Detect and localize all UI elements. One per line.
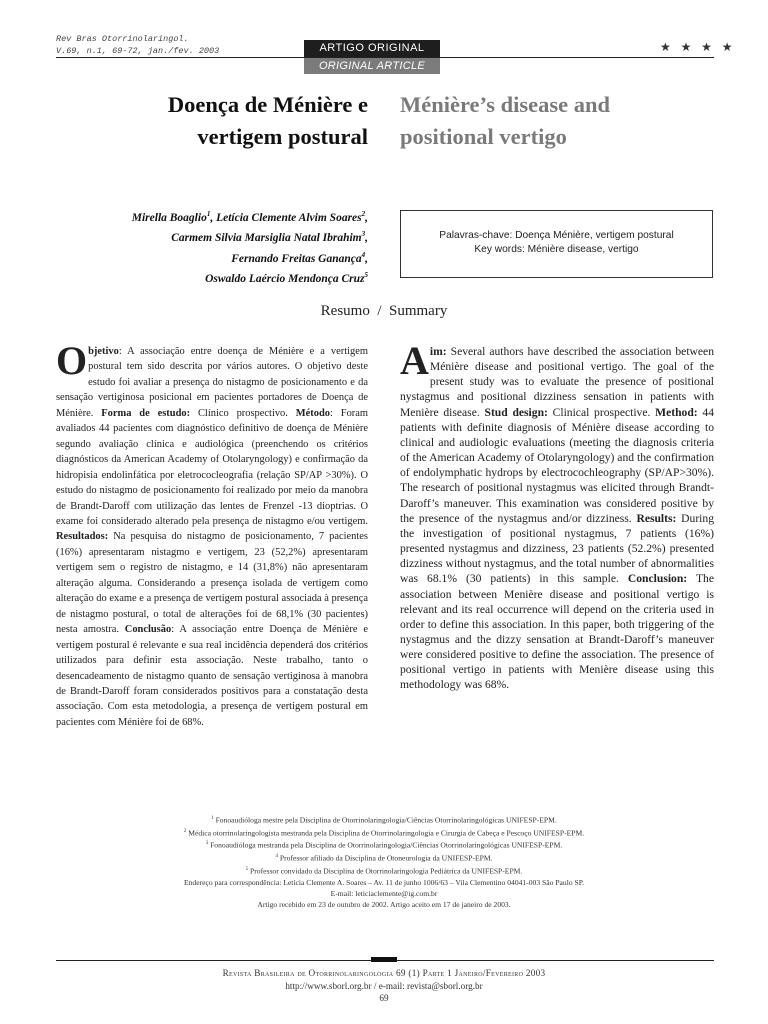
footnote: $^5$ Professor convidado da Disciplina de Otorrinolaringologia Pediátrica da UNIFESP-EPM. — [245, 866, 523, 876]
author: Mirella Boaglio$^1$, — [131, 210, 217, 224]
resumo-heading: Resumo — [320, 303, 370, 319]
author: Oswaldo Laércio Mendonça Cruz$^5$ — [205, 271, 368, 286]
footnote: $^4$ Professor afiliado da Disciplina de Otoneurologia da UNIFESP-EPM. — [275, 853, 493, 863]
footnote: $^1$ Fonoaudióloga mestre pela Disciplina de Otorrinolaringologia/Ciências Otorrinolaringológicas UNIFESP-EPM. — [211, 815, 557, 825]
footer-web-links[interactable]: http://www.sborl.org.br / e-mail: revista@sborl.org.br — [285, 980, 483, 991]
category-label-pt: ARTIGO ORIGINAL — [304, 40, 440, 57]
keywords-pt: Palavras-chave: Doença Ménière, vertigem postural — [439, 230, 674, 241]
footer-citation: Revista Brasileira de Otorrinolaringologia 69 (1) Parte 1 Janeiro/Fevereiro 2003 — [222, 968, 546, 978]
section-heading — [0, 303, 768, 320]
journal-name: Rev Bras Otorrinolaringol. — [56, 34, 189, 44]
summary-heading: Summary — [389, 303, 448, 319]
author: Letícia Clemente Alvim Soares$^2$, — [216, 210, 368, 224]
keywords-en: Key words: Ménière disease, vertigo — [474, 244, 639, 255]
author-list — [38, 206, 368, 288]
footnote: $^3$ Fonoaudióloga mestranda pela Disciplina de Otorrinolaringologia/Ciências Otorrinolaringológicas UNIFESP-EPM. — [205, 841, 563, 850]
footnotes — [60, 813, 708, 910]
title-portuguese: Doença de Ménière e vertigem postural — [167, 92, 368, 149]
author: Fernando Freitas Ganança$^4$, — [231, 250, 368, 265]
abstract-english: Aim: Several authors have described the association between Ménière disease and positional vertigo. The goal of the present study was to evaluate the presence of positional nystagmus and positional dizziness sensation in patients with Menière disease. Stud design: Clinical prospective. Method: 44 patients with definite diagnosis of Ménière disease according to clinical and audiologic evaluations (meeting the diagnosis criteria of the American Academy of Otolaryngology) and the confirmation of endolymphatic hydrops by electrocochleography (SP/AP>30%). The research of positional nystagmus was elicited through Brandt-Daroff’s maneuver. This examination was considered positive by the presence of the nystagmus and/or dizziness. Results: During the investigation of positional nystagmus, 7 patients (16%) presented nystagmus and dizziness, 23 patients (52.2%) presented dizziness without nystagmus, and the total number of abnormalities was 68.1% (30 patients) in this sample. Conclusion: The association between Menière disease and positional vertigo is relevant and its real occurrence will depend on the criteria used in order to define this association. In this paper, both triggering of the nystagmus and the dizzy sensation at Brandt-Daroff’s maneuver were considered positive to define the association. The presence of positional vertigo in patients with Menière disease using this methodology was 68%. — [400, 338, 715, 692]
drop-cap: A — [400, 338, 429, 383]
drop-cap: O — [56, 338, 88, 383]
author: Carmem Silvia Marsiglia Natal Ibrahim$^3$, — [171, 230, 368, 245]
journal-issue: V.69, n.1, 69-72, jan./fev. 2003 — [56, 46, 220, 56]
title-english: Ménière’s disease and positional vertigo — [400, 92, 610, 149]
heading-divider: / — [377, 303, 382, 319]
footnote: $^2$ Médica otorrinolaringologista mestranda pela Disciplina de Otorrinolaringologia e Cirurgia de Cabeça e Pescoço UNIFESP-EPM. — [183, 828, 585, 838]
abstract-portuguese: Objetivo: A associação entre doença de Ménière e a vertigem postural tem sido descrita por vários autores. O objetivo deste estudo foi avaliar a presença do nistagmo de posicionamento e da sensação vertiginosa posicional em pacientes portadores de Doença de Ménière. Forma de estudo: Clínico prospectivo. Método: Foram avaliados 44 pacientes com diagnóstico definitivo de doença de Ménière segundo avaliação clínica e audiológica (preenchendo os critérios diagnósticos da American Academy of Otolaryngology) e confirmação da hidropisia endolinfática por eletrococleografia (relação SP/AP >30%). O estudo do nistagmo de posicionamento foi realizado por meio da manobra de Brandt-Daroff com utilização das lentes de Frenzel -13 dioptrias. O exame foi considerado alterado pela presença de nistagmo e/ou vertigem. Resultados: Na pesquisa do nistagmo de posicionamento, 7 pacientes (16%) apresentaram nistagmo e vertigem, 23 (52,2%) apresentaram vertigem sem o registro de nistagmo, e 14 (31,8%) não apresentaram alteração alguma. Considerando a presença isolada de vertigem como alteração do exame e a presença de vertigem postural associada à presença de nistagmo postural, o total de alterações foi de 68,1% (30 pacientes) nesta amostra. Conclusão: A associação entre Doença de Ménière e vertigem postural é relevante e sua real incidência dependerá dos critérios utilizados para definir esta associação. Neste trabalho, tanto o desencadeamento de nistagmo quanto de sensação vertiginosa à manobra de Brandt-Daroff foram considerados positivos para a constatação desta associação. Com esta metodologia, a presença de vertigem postural em pacientes com Ménière foi de 68%. — [56, 338, 369, 728]
correspondence-address: Endereço para correspondência: Letícia Clemente A. Soares – Av. 11 de junho 1006/63 – Vila Clementino 04041-003 São Paulo SP. — [183, 877, 585, 887]
star-rating-icon: ★ ★ ★ ★ — [660, 40, 736, 54]
page-footer — [0, 967, 768, 1005]
page-number: 69 — [379, 993, 389, 1004]
keywords-box — [400, 210, 713, 278]
correspondence-email[interactable]: E-mail: leticiaclemente@ig.com.br — [330, 888, 438, 898]
category-label-en: ORIGINAL ARTICLE — [304, 58, 440, 74]
received-dates: Artigo recebido em 23 de outubro de 2002. Artigo aceito em 17 de janeiro de 2003. — [257, 900, 511, 910]
footer-mark — [371, 957, 397, 962]
